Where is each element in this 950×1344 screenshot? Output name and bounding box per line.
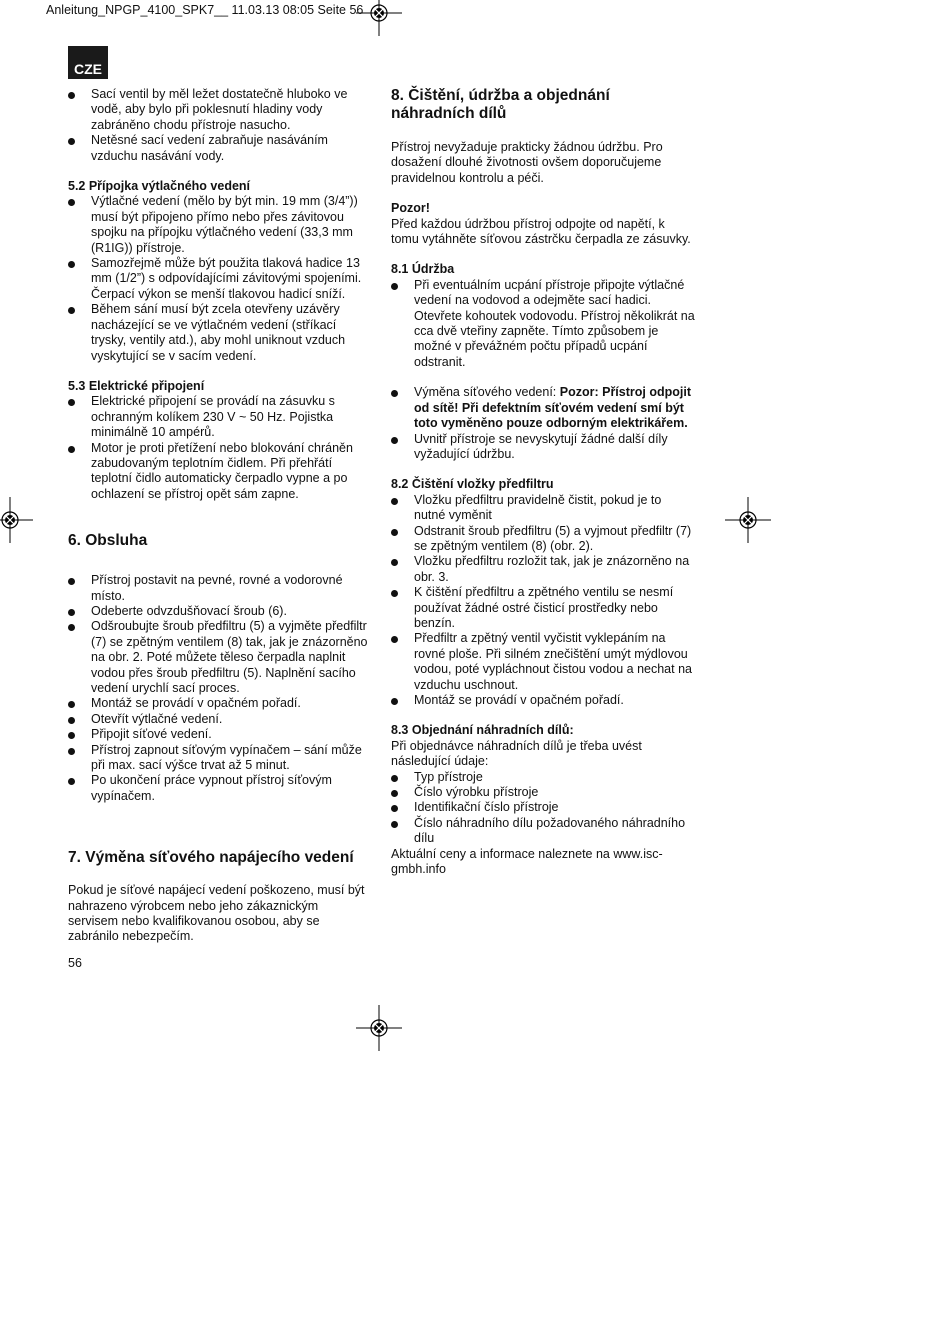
list-item-text: Výměna síťového vedení: [414,385,560,400]
section-7-title: 7. Výměna síťového napájecího vedení [68,849,354,867]
section-8-2-title: 8.2 Čištění vložky předfiltru [391,477,554,492]
list-item: Vložku předfiltru rozložit tak, jak je znázorněno na obr. 3. [391,554,696,585]
list-item: Montáž se provádí v opačném pořadí. [68,696,368,711]
list-item: Motor je proti přetížení nebo blokování chráněn zabudovaným teplotním čidlem. Při přehřátí teplotní čidlo automaticky čerpadlo vypne a po ochlazení se přístroj opět sám zapne. [68,441,368,503]
list-item: Přístroj postavit na pevné, rovné a vodorovné místo. [68,573,368,604]
list-item: Odstranit šroub předfiltru (5) a vyjmout předfiltr (7) se zpětným ventilem (8) (obr. 2). [391,524,696,555]
list-item: Po ukončení práce vypnout přístroj síťovým vypínačem. [68,773,368,804]
intro-list [68,87,368,164]
section-8-1-title: 8.1 Údržba [391,262,455,277]
registration-mark-icon [725,497,771,543]
print-header: Anleitung_NPGP_4100_SPK7__ 11.03.13 08:05 Seite 56 [46,3,364,17]
list-item: Přístroj zapnout síťovým vypínačem – sání může při max. sací výšce trvat až 5 minut. [68,743,368,774]
section-8-2-list [391,493,696,709]
list-item: Při eventuálním ucpání přístroje připojte výtlačné vedení na vodovod a odejměte sací hadici. Otevřete kohoutek vodovodu. Přístroj několikrát na cca dvě vteřiny zapněte. Tímto způsobem je možné v převážném počtu případů ucpání odstranit. [391,278,696,370]
section-8-intro: Přístroj nevyžaduje prakticky žádnou údržbu. Pro dosažení dlouhé životnosti ovšem doporučujeme pravidelnou kontrolu a péči. [391,140,663,185]
section-8-1-list [391,278,696,370]
list-item: Montáž se provádí v opačném pořadí. [391,693,696,708]
section-8-3-intro: Při objednávce náhradních dílů je třeba uvést následující údaje: [391,738,642,769]
list-item: Typ přístroje [391,770,696,785]
section-5-3-list [68,394,368,502]
list-item: Identifikační číslo přístroje [391,800,696,815]
section-8-3-title: 8.3 Objednání náhradních dílů: [391,723,574,738]
list-item [391,385,696,431]
section-8-3-outro: Aktuální ceny a informace naleznete na www.isc-gmbh.info [391,846,663,877]
list-item: Sací ventil by měl ležet dostatečně hluboko ve vodě, aby bylo při poklesnutí hladiny vody zabráněno chodu přístroje nasucho. [68,87,368,133]
section-6-list [68,573,368,804]
section-7-text: Pokud je síťové napájecí vedení poškozeno, musí být nahrazeno výrobcem nebo jeho zákaznickým servisem nebo kvalifikovanou osobou, aby se zabránilo nebezpečím. [68,883,365,944]
page-number: 56 [68,956,82,970]
list-item: Netěsné sací vedení zabraňuje nasáváním vzduchu nasávání vody. [68,133,368,164]
section-8-3-list [391,770,696,847]
list-item: Předfiltr a zpětný ventil vyčistit vyklepáním na rovné ploše. Při silném znečištění umýt mýdlovou vodou, poté vypláchnout čistou vodou a nechat na vzduchu uschnout. [391,631,696,693]
list-item: Odšroubujte šroub předfiltru (5) a vyjměte předfiltr (7) se zpětným ventilem (8) tak, jak je znázorněno na obr. 2. Poté můžete těleso čerpadla naplnit vodou přes šroub předfiltru (5). Naplnění sacího vedení urychlí sací proces. [68,619,368,696]
list-item: Během sání musí být zcela otevřeny uzávěry nacházející se ve výtlačném vedení (stříkací trysky, ventily atd.), aby mohl uniknout vzduch vyskytující se v sacím vedení. [68,302,368,364]
list-item: Otevřít výtlačné vedení. [68,712,368,727]
section-5-2-list [68,194,368,363]
list-item: K čištění předfiltru a zpětného ventilu se nesmí používat žádné ostré čisticí prostředky nebo benzín. [391,585,696,631]
list-item: Připojit síťové vedení. [68,727,368,742]
section-8-title: 8. Čištění, údržba a objednání náhradních dílů [391,87,610,122]
list-item: Uvnitř přístroje se nevyskytují žádné další díly vyžadující údržbu. [391,432,696,463]
list-item: Výtlačné vedení (mělo by být min. 19 mm (3/4”)) musí být připojeno přímo nebo přes závitovou spojku na přípojku výtlačného vedení (33,3 mm (R1IG)) přístroje. [68,194,368,256]
language-badge: CZE [68,46,108,79]
list-item: Číslo náhradního dílu požadovaného náhradního dílu [391,816,696,847]
list-item-bold-text: Pozor: Přístroj odpojit od sítě! Při defektním síťovém vedení smí být toto vyměněno pouze odborným elektrikářem. [414,385,691,431]
list-item: Vložku předfiltru pravidelně čistit, pokud je to nutné vyměnit [391,493,696,524]
list-item: Samozřejmě může být použita tlaková hadice 13 mm (1/2”) s odpovídajícími závitovými spojeními. Čerpací výkon se menší tlakovou hadicí sníží. [68,256,368,302]
list-item: Odeberte odvzdušňovací šroub (6). [68,604,368,619]
left-column [68,87,368,945]
registration-mark-icon [0,497,33,543]
section-5-3-title: 5.3 Elektrické připojení [68,378,205,393]
section-5-2-title: 5.2 Přípojka výtlačného vedení [68,179,251,194]
warning-text: Před každou údržbou přístroj odpojte od napětí, k tomu vytáhněte síťovou zástrčku čerpadla ze zásuvky. [391,216,691,247]
section-8-1-list-continued [391,385,696,462]
list-item: Číslo výrobku přístroje [391,785,696,800]
warning-label: Pozor! [391,201,430,216]
registration-mark-icon [356,1005,402,1051]
section-6-title: 6. Obsluha [68,532,148,550]
right-column [391,87,696,877]
list-item: Elektrické připojení se provádí na zásuvku s ochranným kolíkem 230 V ~ 50 Hz. Pojistka minimálně 10 ampérů. [68,394,368,440]
